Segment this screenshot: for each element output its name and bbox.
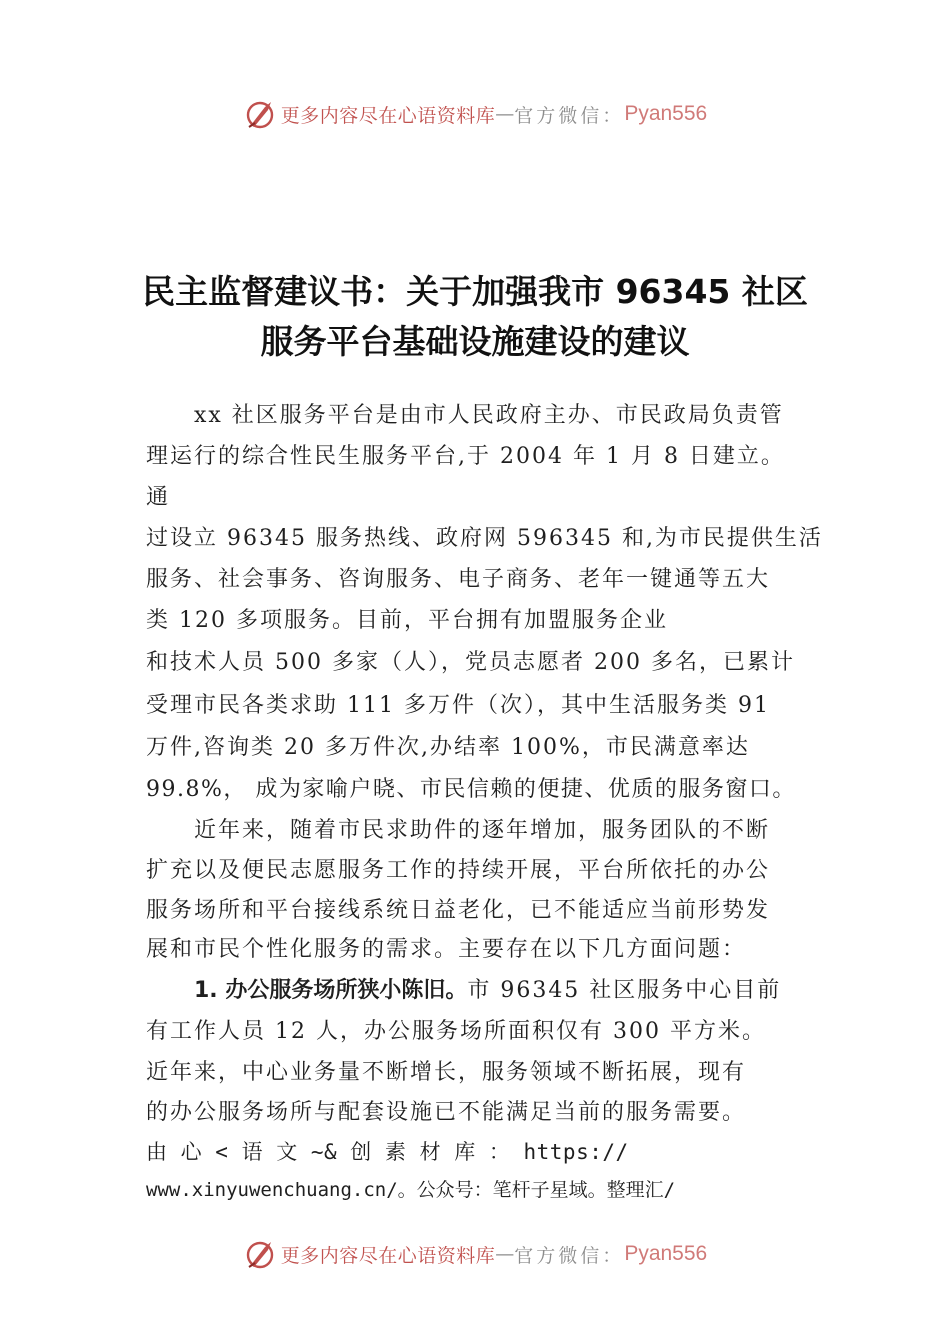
- paragraph-1-line: 受理市民各类求助 111 多万件（次），其中生活服务类 91: [146, 693, 770, 718]
- document-title-line-1: 民主监督建议书：关于加强我市 96345 社区: [142, 272, 808, 311]
- paragraph-2-line: 服务场所和平台接线系统日益老化，已不能适应当前形势发: [146, 898, 771, 923]
- quill-logo-icon: [243, 1237, 277, 1271]
- source-watermark-line-1: 由 心 < 语 文 ~& 创 素 材 库 ： https://: [146, 1140, 629, 1164]
- paragraph-1-line: 理运行的综合性民生服务平台,于 2004 年 1 月 8 日建立。: [146, 444, 785, 469]
- paragraph-2-line: 近年来，随着市民求助件的逐年增加，服务团队的不断: [194, 818, 771, 843]
- wechat-label: 官方微信：: [514, 1244, 625, 1267]
- paragraph-1-line: 过设立 96345 服务热线、政府网 596345 和,为市民提供生活: [146, 526, 823, 551]
- wechat-label: 官方微信：: [514, 104, 625, 127]
- paragraph-3-line: 有工作人员 12 人，办公服务场所面积仅有 300 平方米。: [146, 1019, 766, 1044]
- document-title-line-2: 服务平台基础设施建设的建议: [260, 322, 690, 361]
- paragraph-1-line: 类 120 多项服务。目前，平台拥有加盟服务企业: [146, 608, 668, 633]
- paragraph-1-line: 通: [146, 485, 171, 510]
- paragraph-2-line: 扩充以及便民志愿服务工作的持续开展，平台所依托的办公: [146, 858, 771, 883]
- paragraph-3-first-line: [194, 973, 781, 1004]
- header-banner: [0, 94, 950, 134]
- source-watermark-line-2: www.xinyuwenchuang.cn/。公众号：笔杆子星域。整理汇/: [146, 1179, 676, 1201]
- promo-text: 更多内容尽在心语资料库: [280, 1244, 496, 1267]
- paragraph-3-line: 的办公服务场所与配套设施已不能满足当前的服务需要。: [146, 1100, 747, 1125]
- paragraph-1-line: 99.8%， 成为家喻户晓、市民信赖的便捷、优质的服务窗口。: [146, 777, 796, 802]
- paragraph-1-line: xx 社区服务平台是由市人民政府主办、市民政局负责管: [194, 403, 784, 428]
- wechat-id: Pyan556: [624, 1242, 708, 1265]
- banner-separator: —: [495, 103, 515, 125]
- wechat-id: Pyan556: [624, 102, 708, 125]
- paragraph-2-line: 展和市民个性化服务的需求。主要存在以下几方面问题：: [146, 937, 747, 962]
- promo-text: 更多内容尽在心语资料库: [280, 104, 496, 127]
- paragraph-3-line: 近年来，中心业务量不断增长，服务领域不断拓展，现有: [146, 1060, 747, 1085]
- paragraph-1-line: 服务、社会事务、咨询服务、电子商务、老年一键通等五大: [146, 567, 771, 592]
- quill-logo-icon: [243, 97, 277, 131]
- paragraph-1-line: 万件,咨询类 20 多万件次,办结率 100%，市民满意率达: [146, 735, 750, 760]
- paragraph-1-line: 和技术人员 500 多家（人），党员志愿者 200 多名，已累计: [146, 650, 795, 675]
- footer-banner: [0, 1234, 950, 1274]
- banner-separator: —: [495, 1243, 515, 1265]
- issue-heading: 1. 办公服务场所狭小陈旧。: [194, 978, 468, 1003]
- paragraph-3-text: 市 96345 社区服务中心目前: [467, 978, 782, 1003]
